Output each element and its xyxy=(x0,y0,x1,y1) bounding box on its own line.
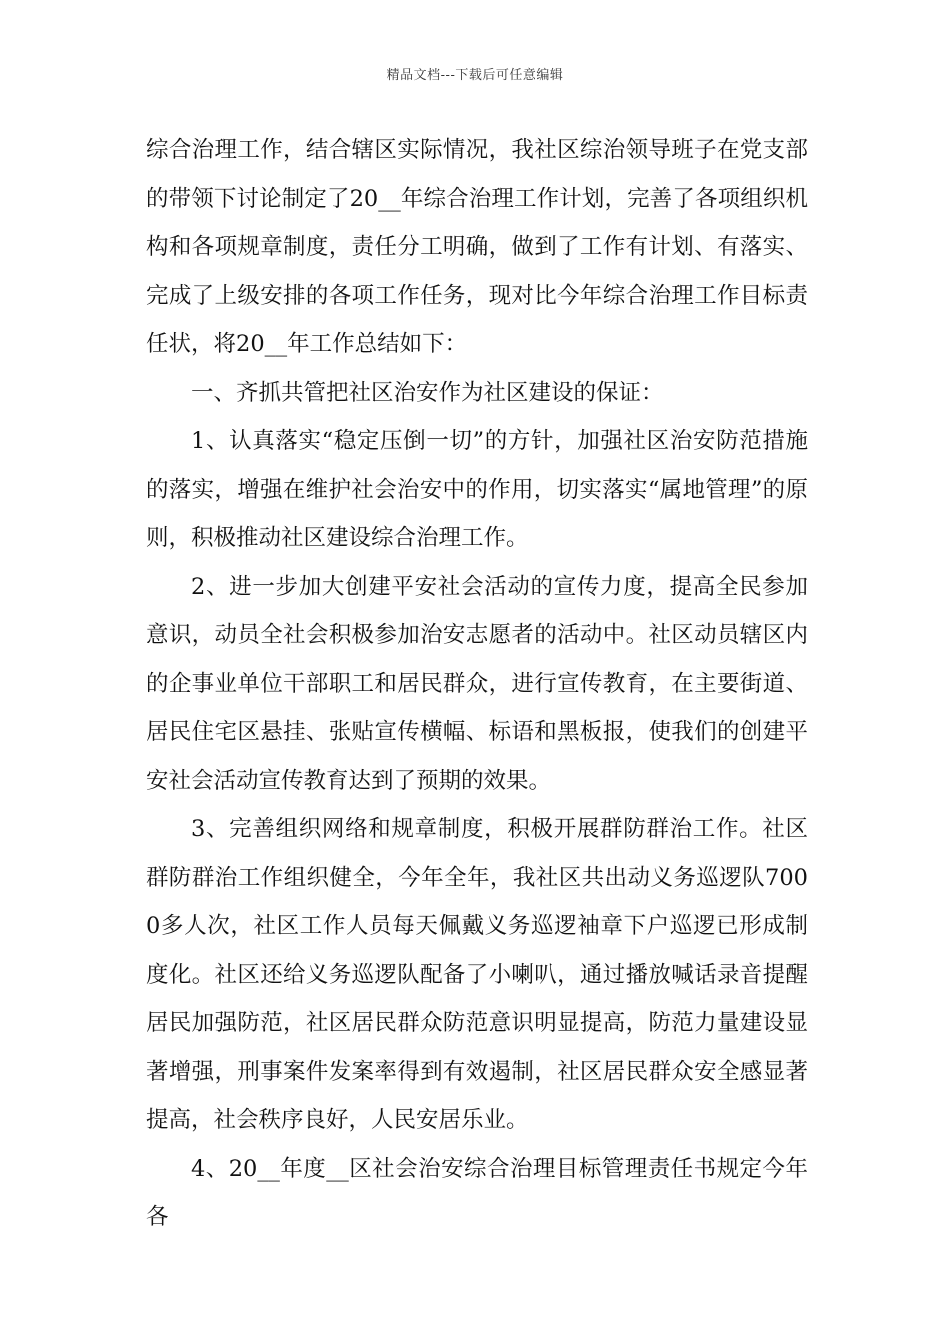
paragraph-intro: 综合治理工作，结合辖区实际情况，我社区综治领导班子在党支部的带领下讨论制定了20__年综合治理工作计划，完善了各项组织机构和各项规章制度，责任分工明确，做到了工作有计划、有落实、完成了上级安排的各项工作任务，现对比今年综合治理工作目标责任状，将20__年工作总结如下： xyxy=(146,137,808,357)
document-body xyxy=(146,126,808,1242)
paragraph-item-1: 1、认真落实“稳定压倒一切”的方针，加强社区治安防范措施的落实，增强在维护社会治安中的作用，切实落实“属地管理”的原则，积极推动社区建设综合治理工作。 xyxy=(146,428,808,551)
paragraph-item-4: 4、20__年度__区社会治安综合治理目标管理责任书规定今年各 xyxy=(146,1155,808,1230)
page-header: 精品文档---下载后可任意编辑 xyxy=(386,68,564,83)
section-heading-1: 一、齐抓共管把社区治安作为社区建设的保证： xyxy=(191,379,664,406)
paragraph-item-2: 2、进一步加大创建平安社会活动的宣传力度，提高全民参加意识，动员全社会积极参加治安志愿者的活动中。社区动员辖区内的企事业单位干部职工和居民群众，进行宣传教育，在主要街道、居民住宅区悬挂、张贴宣传横幅、标语和黑板报，使我们的创建平安社会活动宣传教育达到了预期的效果。 xyxy=(146,573,808,794)
paragraph-item-3: 3、完善组织网络和规章制度，积极开展群防群治工作。社区群防群治工作组织健全，今年全年，我社区共出动义务巡逻队7000多人次，社区工作人员每天佩戴义务巡逻袖章下户巡逻已形成制度化。社区还给义务巡逻队配备了小喇叭，通过播放喊话录音提醒居民加强防范，社区居民群众防范意识明显提高，防范力量建设显著增强，刑事案件发案率得到有效遏制，社区居民群众安全感显著提高，社会秩序良好，人民安居乐业。 xyxy=(146,816,808,1133)
